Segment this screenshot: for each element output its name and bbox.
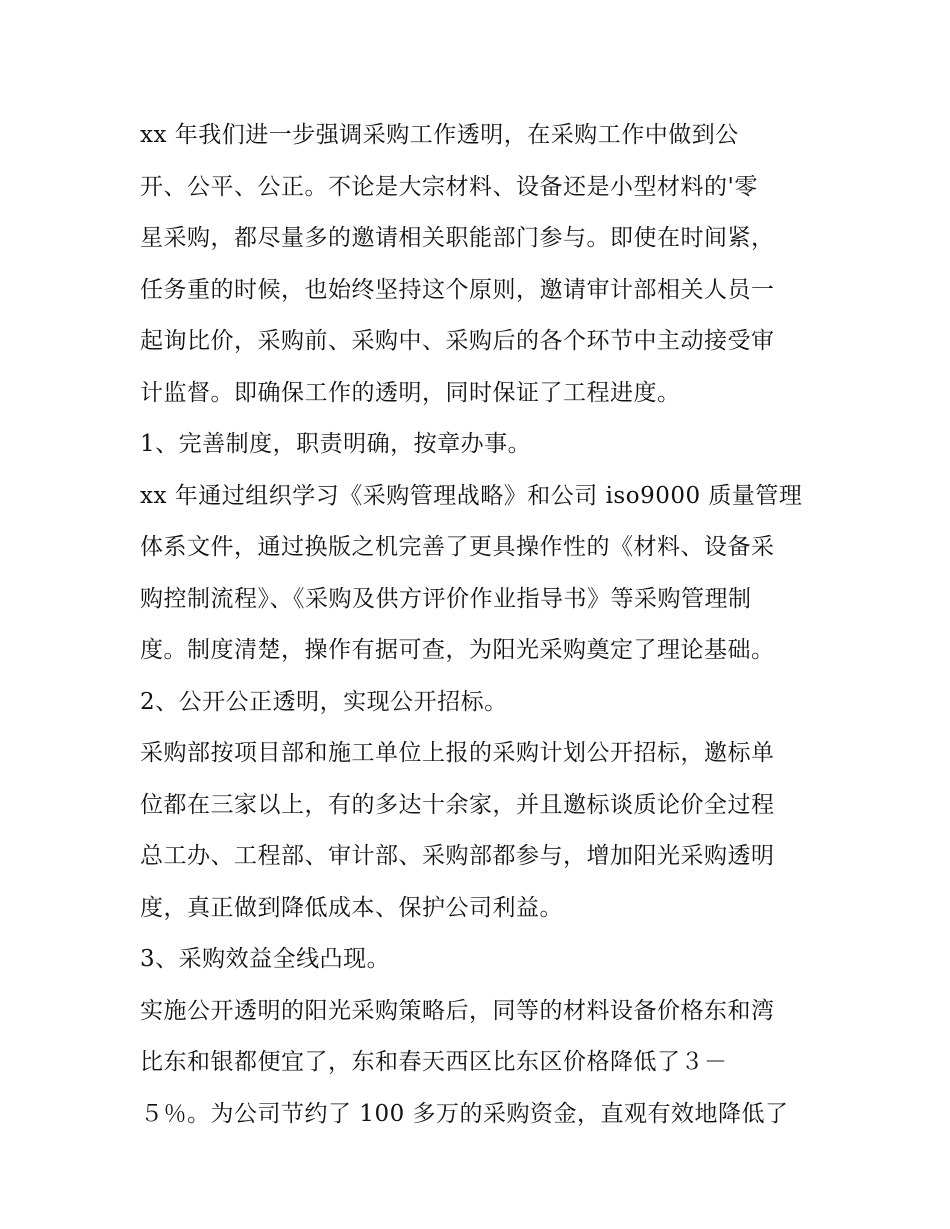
section-heading-1: 1、完善制度，职责明确，按章办事。	[140, 431, 532, 457]
text-line: 计监督。即确保工作的透明，同时保证了工程进度。	[140, 379, 681, 406]
section-heading-3: 3、采购效益全线凸现。	[140, 946, 391, 972]
text-line: 比东和银都便宜了，东和春天西区比东区价格降低了３－	[140, 1049, 728, 1075]
text-line: 任务重的时候，也始终坚持这个原则，邀请审计部相关人员一	[140, 276, 775, 303]
text-line: 体系文件，通过换版之机完善了更具操作性的《材料、设备采	[140, 534, 775, 560]
section-heading-2: 2、公开公正透明，实现公开招标。	[140, 688, 508, 715]
text-line: 星采购，都尽量多的邀请相关职能部门参与。即使在时间紧，	[140, 225, 775, 251]
text-line: 开、公平、公正。不论是大宗材料、设备还是小型材料的'零	[140, 173, 758, 200]
text-line: 采购部按项目部和施工单位上报的采购计划公开招标，邀标单	[140, 740, 775, 766]
text-line: 度。制度清楚，操作有据可查，为阳光采购奠定了理论基础。	[140, 637, 775, 663]
document-body	[140, 110, 830, 1140]
text-line: xx 年通过组织学习《采购管理战略》和公司 iso9000 质量管理	[140, 482, 803, 509]
text-line: 总工办、工程部、审计部、采购部都参与，增加阳光采购透明	[140, 843, 775, 869]
text-line: 购控制流程》、《采购及供方评价作业指导书》等采购管理制	[140, 585, 752, 612]
text-line: 实施公开透明的阳光采购策略后，同等的材料设备价格东和湾	[140, 997, 775, 1024]
text-line: 度，真正做到降低成本、保护公司利益。	[140, 894, 563, 921]
text-line: xx 年我们进一步强调采购工作透明，在采购工作中做到公	[140, 122, 739, 148]
text-line: 起询比价，采购前、采购中、采购后的各个环节中主动接受审	[140, 328, 775, 354]
text-line: ５％。为公司节约了 100 多万的采购资金，直观有效地降低了	[140, 1100, 789, 1127]
text-line: 位都在三家以上，有的多达十余家，并且邀标谈质论价全过程	[140, 791, 775, 818]
